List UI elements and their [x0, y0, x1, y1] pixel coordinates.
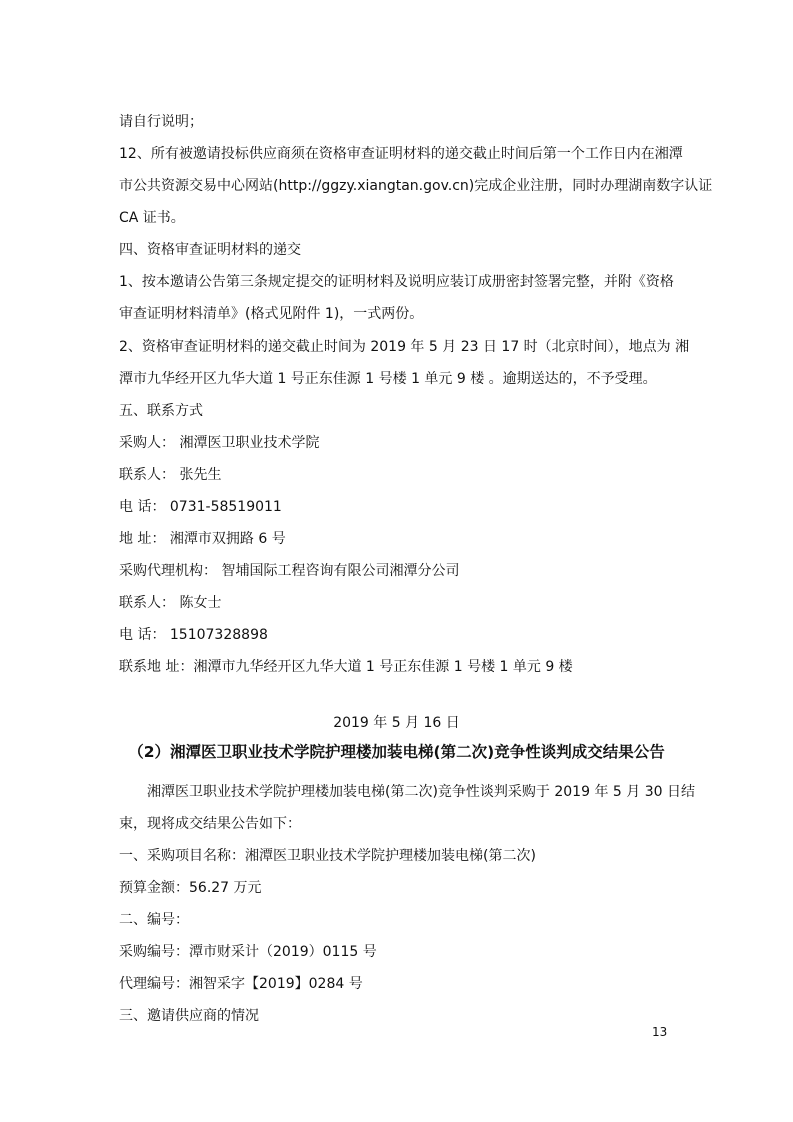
announcement-title: （2）湘潭医卫职业技术学院护理楼加装电梯(第二次)竞争性谈判成交结果公告	[128, 743, 665, 761]
procurement-number: 采购编号：潭市财采计（2019）0115 号	[119, 944, 377, 960]
page-number: 13	[652, 1025, 668, 1039]
section-heading: 二、编号：	[119, 912, 189, 928]
budget-amount: 预算金额：56.27 万元	[119, 880, 262, 896]
section-heading: 三、邀请供应商的情况	[119, 1008, 259, 1024]
text-line: 12、所有被邀请投标供应商须在资格审查证明材料的递交截止时间后第一个工作日内在湘潭	[119, 146, 683, 162]
contact-person: 联系人： 张先生	[119, 467, 222, 483]
text-line: CA 证书。	[119, 210, 185, 226]
text-line: 束，现将成交结果公告如下：	[119, 816, 301, 832]
agency-contact-person: 联系人： 陈女士	[119, 595, 222, 611]
text-line: 请自行说明；	[119, 114, 203, 130]
notice-date: 2019 年 5 月 16 日	[333, 715, 460, 731]
text-line: 2、资格审查证明材料的递交截止时间为 2019 年 5 月 23 日 17 时（北京时间），地点为 湘	[119, 339, 690, 355]
contact-address: 地 址： 湘潭市双拥路 6 号	[119, 531, 286, 547]
contact-phone: 电 话： 0731-58519011	[119, 499, 282, 515]
project-name: 一、采购项目名称：湘潭医卫职业技术学院护理楼加装电梯(第二次)	[119, 848, 536, 864]
text-line: 湘潭医卫职业技术学院护理楼加装电梯(第二次)竞争性谈判采购于 2019 年 5 月 30 日结	[147, 784, 695, 800]
text-line: 审查证明材料清单》(格式见附件 1)，一式两份。	[119, 306, 424, 322]
text-line: 1、按本邀请公告第三条规定提交的证明材料及说明应装订成册密封签署完整，并附《资格	[119, 274, 674, 290]
agency-phone: 电 话： 15107328898	[119, 627, 268, 643]
contact-purchaser: 采购人： 湘潭医卫职业技术学院	[119, 435, 320, 451]
agency-address: 联系地 址：湘潭市九华经开区九华大道 1 号正东佳源 1 号楼 1 单元 9 楼	[119, 659, 573, 675]
text-line: 潭市九华经开区九华大道 1 号正东佳源 1 号楼 1 单元 9 楼 。逾期送达的，不予受理。	[119, 371, 657, 387]
section-heading: 四、资格审查证明材料的递交	[119, 242, 301, 258]
contact-agency: 采购代理机构： 智埔国际工程咨询有限公司湘潭分公司	[119, 563, 460, 579]
agency-number: 代理编号：湘智采字【2019】0284 号	[119, 976, 363, 992]
section-heading: 五、联系方式	[119, 403, 203, 419]
text-line: 市公共资源交易中心网站(http://ggzy.xiangtan.gov.cn)完成企业注册，同时办理湖南数字认证	[119, 178, 713, 194]
